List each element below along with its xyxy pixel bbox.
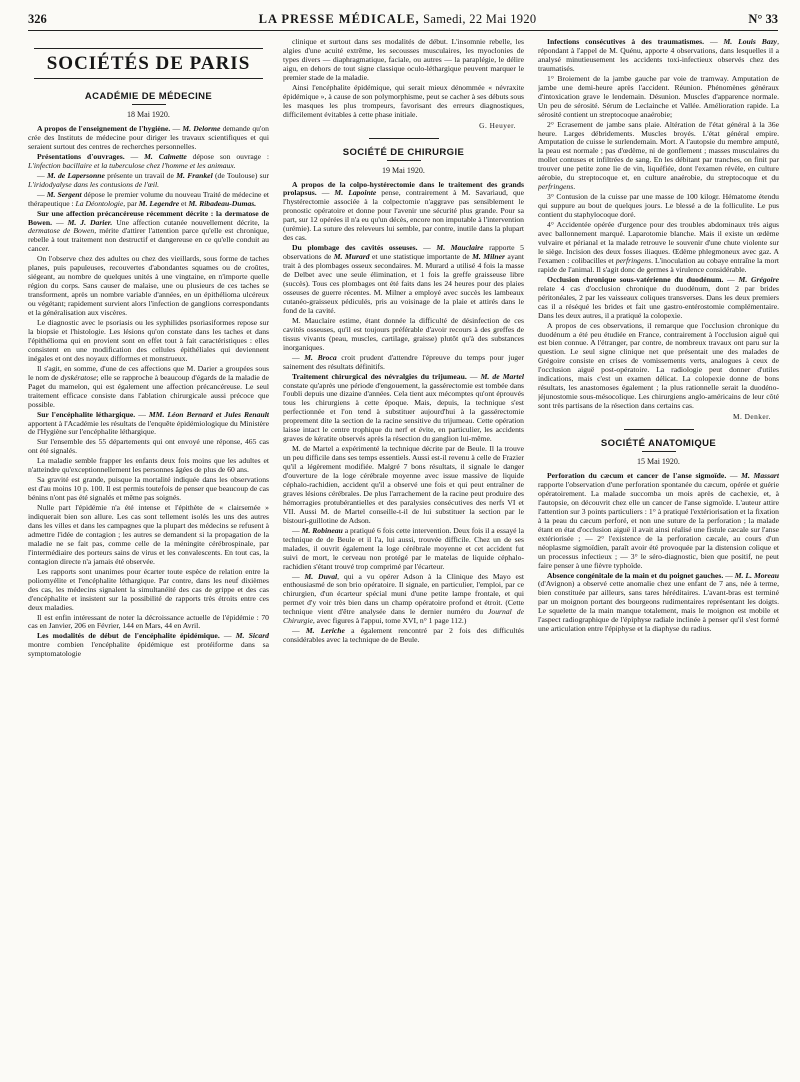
column-1 (28, 38, 269, 1082)
paragraph: Les modalités de début de l'encéphalite épidémique. — M. Sicard montre combien l'encéphalite épidémique est protéiforme dans sa symptomatologie (28, 631, 269, 659)
paragraph: — M. Leriche a également rencontré par 2 fois des difficultés considérables avec la technique de de Beule. (283, 626, 524, 645)
paragraph: Sur l'encéphalite léthargique. — MM. Léon Bernard et Jules Renault apportent à l'Académie les résultats de l'enquête épidémiologique du Ministère de l'Hygiène sur l'encéphalite léthargique. (28, 409, 269, 437)
paragraph: 2° Ecrasement de jambe sans plaie. Altération de l'état général à la 36e heure. Larges débridements. Muscles broyés. L'état général empire. Amputation de cuisse le surlendemain. Mort. A l'autopsie du membre amputé, la peau est normale ; pas d'œdème, ni de gonflement ; masses musculaires du mollet contuses et infiltrées de sang. En les débitant par tranches, on finit par trouver une petite zone lie de vin, liquéfiée, dont l'examen révèle, en culture aérobie, du streptocoque et, en culture anaérobie, du streptocoque et du perfringens. (538, 119, 779, 192)
journal-title: LA PRESSE MÉDICALE, (258, 11, 420, 26)
article-body (283, 181, 524, 646)
paragraph: Ainsi l'encéphalite épidémique, qui serait mieux dénommée « névraxite épidémique », à cause de son polymorphisme, peut se cacher à ses débuts sous les masques les plus trompeurs, favorisant des erreurs diagnostiques, difficilement évitables à cette phase initiale. (283, 82, 524, 119)
paragraph: Occlusion chronique sous-vatérienne du duodénum. — M. Grégoire relate 4 cas d'occlusion chronique du duodénum, dont 2 par brides péritonéales, 2 par les vaisseaux coliques transverses. Dans les deux premiers cas il a réséqué les brides et fait une gastro-entérostomie complémentaire. Dans les deux autres, il a pratiqué la colopexie. (538, 274, 779, 320)
article-body (538, 38, 779, 411)
paragraph: 1° Broiement de la jambe gauche par voie de tramway. Amputation de jambe une demi-heure après l'accident. Réunion. Phénomènes généraux d'intoxication grave le lendemain. Désunion. Muscles d'apparence normale. Un peu de sérosité. Sérum de Leclainche et Vallée. Amélioration rapide. La sérosité contient un streptocoque anaérobie; (538, 73, 779, 119)
paragraph: Il s'agit, en somme, d'une de ces affections que M. Darier a groupées sous le nom de dyskératose; elle se rapproche à beaucoup d'égards de la maladie de Paget du mamelon, qui est également une affection précancéreuse. Le seul traitement efficace consiste dans l'ablation chirurgicale aussi précoce que possible. (28, 363, 269, 409)
paragraph: On l'observe chez des adultes ou chez des vieillards, sous forme de taches planes, puis papuleuses, recouvertes d'abondantes squames ou de croûtes, siégeant, au nombre de quelques unités à une vingtaine, en n'importe quelle région du corps. Sans causer de malaise, une ou plusieurs de ces taches se transforment, après un nombre variable d'années, en un épithélioma ulcéreux ou végétant; rapidement survient alors l'infection de ganglions correspondants et la généralisation aux viscères. (28, 254, 269, 318)
masthead (259, 12, 537, 27)
author-signature: M. Denker. (732, 412, 771, 422)
section-date-academie: 18 Mai 1920. (127, 110, 170, 119)
paragraph: A propos de ces observations, il remarque que l'occlusion chronique du duodénum a été peu étudiée en France, contrairement à l'occlusion aiguë qui est bien connue. A l'étranger, par contre, de nombreux travaux ont paru sur la question. Le seul signe clinique net que présentait une des malades de Grégoire consiste en crises de vomissements verts, analogues à ceux de l'occlusion aiguë post-opératoire. La radiologie peut donner d'utiles indications, mais c'est un examen délicat. La colopexie donne de bons résultats, les anastomoses également ; la plus rationnelle serait la duodéno-jéjunostomie sous-mésocolique. Les chirurgiens anglo-américains de leur côté sont très partisans de la résection dans certains cas. (538, 320, 779, 411)
page-number: 326 (28, 11, 47, 26)
paragraph: Il est enfin intéressant de noter la décroissance actuelle de l'épidémie : 70 cas en Janvier, 206 en Février, 144 en Mars, 44 en Avril. (28, 612, 269, 631)
paragraph: — M. Sergent dépose le premier volume du nouveau Traité de médecine et thérapeutique : La Déontologie, par M. Legendre et M. Ribadeau-Dumas. (28, 189, 269, 208)
title-rule (387, 160, 421, 161)
paragraph: La maladie semble frapper les enfants deux fois moins que les adultes et n'atteindre qu'exceptionnellement les personnes âgées de plus de 60 ans. (28, 456, 269, 475)
paragraph: — M. Duval, qui a vu opérer Adson à la Clinique des Mayo est enthousiasmé de son brio opératoire. Il signale, en particulier, l'emploi, par ce chirurgien, d'un écarteur spécial muni d'une petite lampe frontale, et qui permet d'y voir très bien dans un champ opératoire profond et étroit. (Cette technique vient d'être analysée dans le dernier numéro du Journal de Chirurgie, avec figures à l'appui, tome XVI, n° 1 page 112.) (283, 571, 524, 626)
section-divider (369, 138, 439, 139)
paragraph: clinique et surtout dans ses modalités de début. L'insomnie rebelle, les algies d'une acuité extrême, les secousses musculaires, les myoclonies de types divers — diaphragmatique, faciale, ou autres — la paraplégie, le délire aigu, en dehors de tout signe classique oculo-léthargique peuvent marquer le premier stade de la maladie. (283, 38, 524, 82)
article-body (28, 125, 269, 659)
paragraph: 3° Contusion de la cuisse par une masse de 100 kilogr. Hématome étendu qui suppure au bout de quelques jours. Le blessé a de la folliculite. Le pus contient du staphylocoque doré. (538, 192, 779, 220)
paragraph: Infections consécutives à des traumatismes. — M. Louis Bazy, répondant à l'appel de M. Quénu, apporte 4 observations, dans lesquelles il a analysé minutieusement les accidents toxi-infectieux observés chez des traumatisés. (538, 38, 779, 73)
paragraph: M. Mauclaire estime, étant donnée la difficulté de désinfection de ces cavités osseuses, qu'il est toujours préférable d'avoir recours à des greffes de tissus vivants (peau, muscles, cartilage, graisse) plutôt qu'à des substances inorganiques. (283, 315, 524, 352)
title-rule (642, 451, 676, 452)
paragraph: Absence congénitale de la main et du poignet gauches. — M. L. Moreau (d'Avignon) a observé cette anomalie chez une enfant de 7 ans, née à terme, bien constituée par ailleurs, sans tares héréditaires. L'avant-bras est terminé par un moignon portant des bourgeons rudimentaires représentant les doigts. Le squelette de la main manque totalement, mais le moignon est mobile et l'aspect radiographique de l'épiphyse radiale inclinée à penser qu'il s'est formé une articulation entre l'épiphyse et la diaphyse du radius. (538, 570, 779, 634)
paragraph: — M. Broca croit prudent d'attendre l'épreuve du temps pour juger sainement des résultats définitifs. (283, 352, 524, 371)
columns (28, 38, 778, 1082)
column-3 (538, 38, 779, 1082)
issue-date: Samedi, 22 Mai 1920 (423, 11, 537, 26)
paragraph: Sur une affection précancéreuse récemment décrite : la dermatose de Bowen. — M. J. Darier. Une affection cutanée nouvellement décrite, la dermatose de Bowen, mérite d'attirer l'attention parce qu'elle est chronique, rebelle à tout traitement non destructif et dangereuse en ce qu'elle conduit au cancer. (28, 208, 269, 254)
paragraph: Du plombage des cavités osseuses. — M. Mauclaire rapporte 5 observations de M. Murard et une statistique importante de M. Milner ayant trait à des plombages osseux secondaires. M. Murard a utilisé 4 fois la masse de Delbet avec une seule élimination, et 1 fois la greffe graisseuse libre (succès). Tous ces plombages ont été faits dans les 24 heures pour des plaies osseuses de guerre récentes. M. Milner a employé avec succès les lambeaux cutanéo-graisseux pédiculés, pris au voisinage de la plaie et attirés dans le fond de la cavité. (283, 243, 524, 315)
title-rule (132, 104, 166, 105)
article-body (283, 38, 524, 120)
section-banner: SOCIÉTÉS DE PARIS (34, 48, 263, 79)
section-date-chirurgie: 19 Mai 1920. (382, 165, 425, 175)
page-header (28, 8, 778, 31)
paragraph: Présentations d'ouvrages. — M. Calmette dépose son ouvrage : L'infection bacillaire et la tuberculose chez l'homme et les animaux. (28, 151, 269, 170)
article-body (538, 472, 779, 634)
column-2 (283, 38, 524, 1082)
paragraph: Traitement chirurgical des névralgies du trijumeau. — M. de Martel constate qu'après une période d'engouement, la gassérectomie est tombée dans l'oubli depuis une dizaine d'années. Cela tient aux mécomptes qu'ont éprouvés tous les chirurgiens à cette époque. Mais, depuis, la technique s'est perfectionnée et l'on tend à substituer aujourd'hui à la gassérectomie proprement dite la section de la racine sensitive du trijumeau. Cette opération laisse intact le centre trophique du nerf et évite, en particulier, les accidents graves de kératite observés après la résection du ganglion lui-même. (283, 371, 524, 444)
paragraph: Nulle part l'épidémie n'a été intense et l'épithète de « clairsemée » indiquerait bien son allure. Les cas sont tellement isolés les uns des autres dans les villes et dans les campagnes que la plupart des médecins se refusent à admettre l'idée de contagion ; les autres se demandent si la propagation de la maladie ne se fait pas, comme celle de la méningite cérébrospinale, par l'intermédiaire des porteurs sains de virus et les convalescents. En tout cas, la contagion directe n'a jamais été observée. (28, 503, 269, 566)
paragraph: 4° Accidentée opérée d'urgence pour des troubles abdominaux très aigus avec ballonnement marqué. Laparotomie blanche. Mais il existe un œdème vulvaire et périanal et la malade retrouve le souvenir d'une chute violente sur le siège. Incision des deux fosses iliaques. Œdème phlegmoneux avec gaz. A l'examen : colibacilles et perfringens. L'inoculation au cobaye entraîne la mort rapide de l'animal. Il s'agit donc de germes à virulence considérable. (538, 220, 779, 274)
paragraph: — M. Robineau a pratiqué 6 fois cette intervention. Deux fois il a essayé la technique de de Beule et il l'a, lui aussi, trouvée difficile. Chez un de ses malades, il ouvrit également la loge cérébrale moyenne et cet accident fut suivi de mort, le cerveau non protégé par le matelas de liquide céphalo-rachidien s'étant trouvé trop comprimé par l'écarteur. (283, 525, 524, 571)
section-divider (624, 429, 694, 430)
paragraph: A propos de l'enseignement de l'hygiène. — M. Delorme demande qu'on crée des Instituts de médecine pour diriger les travaux scientifiques et qui seraient surtout des centres de recherches personnelles. (28, 124, 269, 151)
paragraph: Les rapports sont unanimes pour écarter toute espèce de relation entre la poliomyélite et l'encéphalite léthargique. Par contre, dans les neuf dixièmes des cas, les médecins signalent la simultanéité des cas de grippe et des cas d'encéphalite et insistent sur la possibilité de rapports très étroits entre ces deux maladies. (28, 566, 269, 612)
paragraph: Sur l'ensemble des 55 départements qui ont envoyé une réponse, 465 cas ont été signalés. (28, 437, 269, 456)
paragraph: — M. de Lapersonne présente un travail de M. Frankel (de Toulouse) sur L'iridodyalyse dans les contusions de l'œil. (28, 170, 269, 189)
issue-number: N° 33 (748, 11, 778, 26)
section-date-anatomique: 15 Mai 1920. (637, 457, 680, 467)
paragraph: Perforation du cæcum et cancer de l'anse sigmoïde. — M. Massart rapporte l'observation d'une perforation spontanée du cæcum, opérée et guérie opératoirement. La malade succomba un mois après de cachexie, et, à l'autopsie, on découvrit chez elle un cancer de l'anse sigmoïde. L'auteur attire l'attention sur 3 points particuliers : 1° à pratiqué l'extériorisation et la fixation à la peau du cæcum perforé, et non une suture de la perforation ; la malade étant en état d'occlusion aiguë il avait ainsi réalisé une fistule cæcale sur l'anse extériorisée ; — 2° l'existence de la perforation cæcale, au cours d'un néoplasme sigmoïdien, paraît avoir été provoquée par la distension colique et un processus infectieux ; — 3° le séro-diagnostic, bien que positif, ne peut faire penser à une fièvre typhoïde. (538, 471, 779, 570)
paragraph: Le diagnostic avec le psoriasis ou les syphilides psoriasiformes repose sur la biopsie et l'histologie. Les lésions qu'on constate dans les taches et dans l'épithélioma qui en provient sont en effet tout à fait caractéristiques : elles consistent en une modification des cellules épithéliales qui deviennent inégales et ont des noyaux difformes et monstrueux. (28, 318, 269, 363)
section-title-academie: ACADÉMIE DE MÉDECINE (84, 91, 213, 102)
paragraph: Sa gravité est grande, puisque la mortalité indiquée dans les observations est d'au moins 10 p. 100. Il est permis toutefois de penser que beaucoup de cas bénins n'ont pas été signalés et même pas soignés. (28, 475, 269, 503)
author-signature: G. Heuyer. (479, 120, 516, 130)
paragraph: A propos de la colpo-hystérectomie dans le traitement des grands prolapsus. — M. Lapointe pense, contrairement à M. Savariaud, que l'hystérectomie associée à la colpectomie n'aggrave pas sensiblement le pronostic opératoire et donne pour l'avenir une sécurité plus grande. Pour sa part, sur 12 opérées il n'a eu qu'un décès, encore non imputable à l'intervention (urémie). La suture des releveurs lui semble, par contre, inutile dans la plupart des cas. (283, 179, 524, 243)
section-title-chirurgie: SOCIÉTÉ DE CHIRURGIE (342, 146, 465, 158)
section-title-anatomique: SOCIÉTÉ ANATOMIQUE (600, 438, 717, 450)
paragraph: M. de Martel a expérimenté la technique décrite par de Beule. Il la trouve un peu difficile dans ses temps essentiels. Aussi est-il revenu à celle de Frazier qu'il a légèrement modifiée. Malgré 7 bons résultats, il signale le danger d'ouverture de la loge cérébrale moyenne avec issue massive de liquide céphalo-rachidien, accident qu'il a observé une fois et qui peut entraîner de graves lésions cérébrales. De plus l'arrachement de la racine peut produire des hémorragies protubérantielles et des paralysies consécutives des nerfs VI et VII. Aussi M. de Martel conseille-t-il de lui substituer la section par le bistouri-guillotine de Adson. (283, 444, 524, 525)
